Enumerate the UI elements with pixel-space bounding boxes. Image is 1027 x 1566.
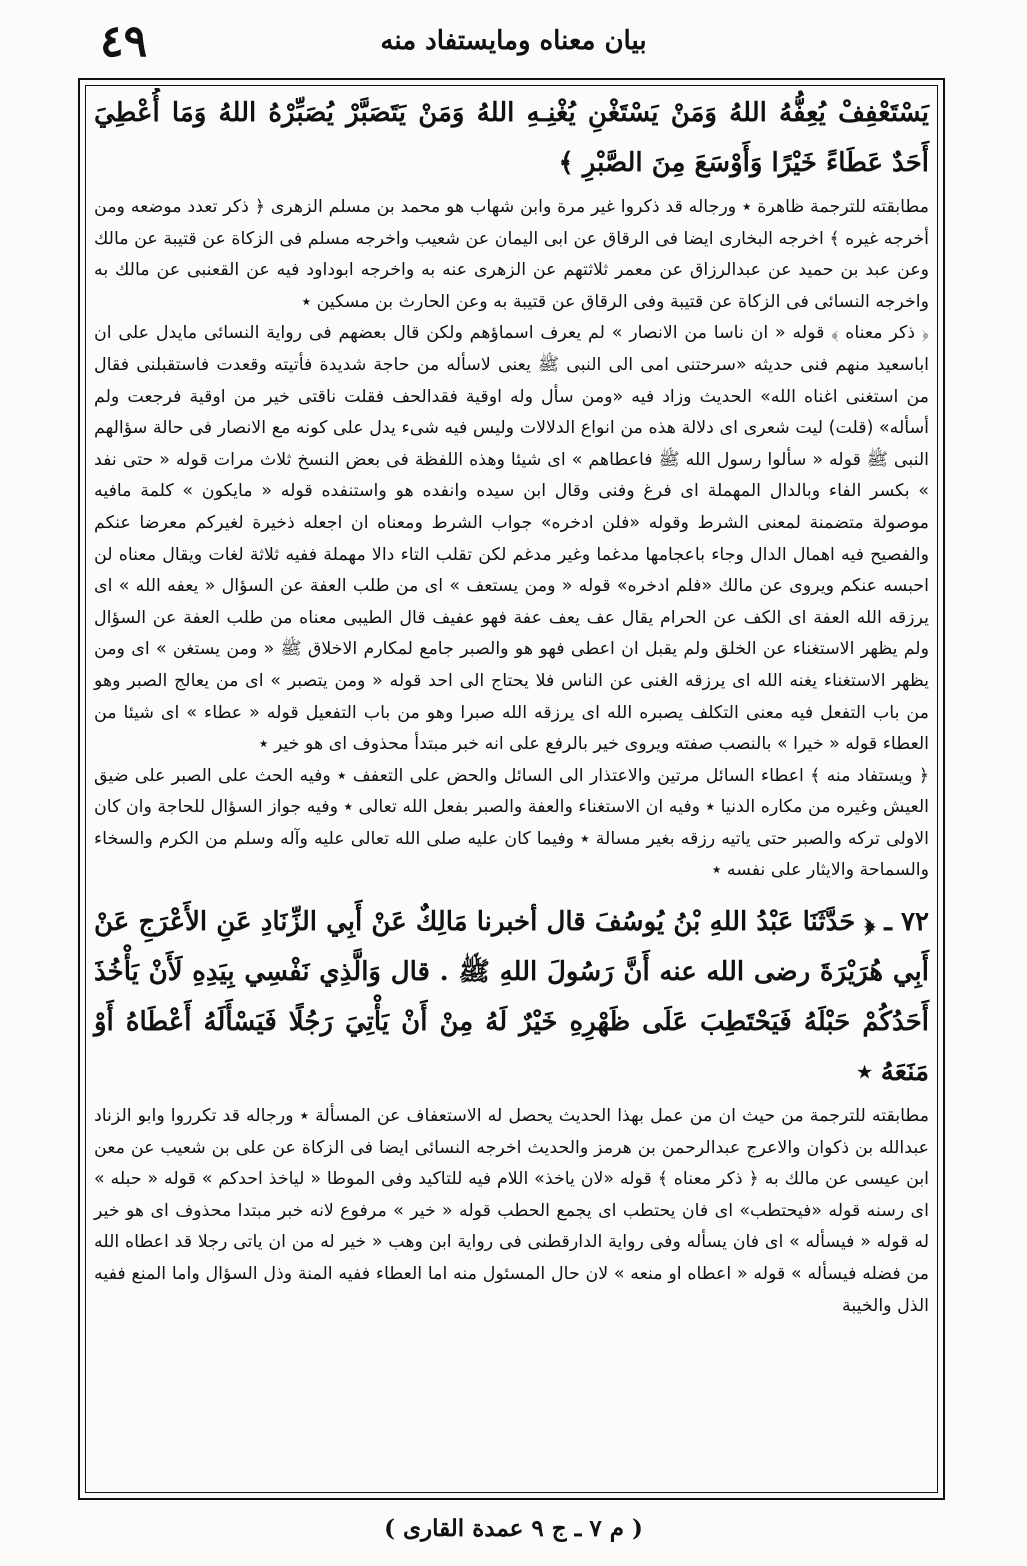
page-header bbox=[60, 10, 967, 78]
commentary-paragraph: ﴿ ذكر معناه ﴾ قوله « ان ناسا من الانصار » لم يعرف اسماؤهم ولكن قال بعضهم فی رواية النسائی مايدل علی ان اباسعيد منهم فنی حديثه «سرحتنی امی الی النبی ﷺ يعنی لاسأله من حاجة شديدة فأتيته وقعدت فاستقبلنی فقال من استغنی اغناه الله» الحديث وزاد فيه «ومن سأل وله اوقية فقدالحف فقلت ناقتی خير من اوقية فرجعت ولم أسأله» (قلت) ليت شعری ای دلالة هذه من انواع الدلالات وليس فيه شیء يدل علی كونه مع الانصار فی حالة سؤالهم النبی ﷺ قوله « سألوا رسول الله ﷺ فاعطاهم » ای شيئا وهذه اللفظة فی بعض النسخ ثلاث مرات قوله « حتی نفد » بكسر الفاء وبالدال المهملة ای فرغ وفنی وقال ابن سيده وانفده هو واستنفده قوله « مايكون » كلمة مافيه موصولة متضمنة لمعنی الشرط وقوله «فلن ادخره» جواب الشرط ومعناه ان اجعله ذخيرة لغيركم معرضا عنكم والفصيح فيه اهمال الدال وجاء باعجامها مدغما وغير مدغم لكن تقلب التاء دالا مهملة ففيه ثلاثة لغات ويقال معناه لن احبسه عنكم ويروی عن مالك «فلم ادخره» قوله « ومن يستعف » ای من طلب العفة عن السؤال « يعفه الله » ای يرزقه الله العفة ای الكف عن الحرام يقال عف يعف عفة فهو عفيف قال الطيبی معناه من طلب العفة عن السؤال ولم يظهر الاستغناء عن الخلق ولم يقبل ان اعطی فهو هو والصبر جامع لمكارم الاخلاق ﷺ « ومن يستغن » ای ومن يظهر الاستغناء يغنه الله ای يرزقه الغنی عن الناس فلا يحتاج الی احد قوله « ومن يتصبر » ای من يعالج الصبر وهو من باب التفعل فيه معنی التكلف يصبره الله ای يرزقه الله صبرا وهو من باب التفعيل قوله « عطاء » ای شيئا من العطاء قوله « خيرا » بالنصب صفته ويروی خير بالرفع علی انه خبر مبتدأ محذوف ای هو خير ٭ bbox=[94, 323, 929, 755]
hadith-continuation: يَسْتَعْفِفْ يُعِفُّهُ اللهُ وَمَنْ يَسْتَغْنِ يُغْنِـهِ اللهُ وَمَنْ يَتَصَبَّرْ يُصَبِّرْهُ اللهُ وَمَا أُعْطِيَ أَحَدٌ عَطَاءً خَيْرًا وَأَوْسَعَ مِنَ الصَّبْرِ ﴾ bbox=[94, 98, 929, 178]
page-number: ٤٩ bbox=[100, 16, 148, 67]
hadith-number: ٧٢ ـ bbox=[884, 907, 929, 938]
hadith-72 bbox=[94, 897, 929, 1097]
commentary-paragraph: ﴿ ويستفاد منه ﴾ اعطاء السائل مرتين والاعتذار الی السائل والحض علی التعفف ٭ وفيه الحث علی الصبر علی ضيق العيش وغيره من مكاره الدنيا ٭ وفيه ان الاستغناء والعفة والصبر بفعل الله تعالی ٭ وفيه جواز السؤال للحاجة وان كان الاولی تركه والصبر حتی ياتيه رزقه بغير مسالة ٭ وفيما كان عليه صلی الله تعالی عليه وآله وسلم من الكرم والسخاء والسماحة والايثار علی نفسه ٭ bbox=[94, 765, 929, 881]
hadith-72-text: ﴿ حَدَّثَنَا عَبْدُ اللهِ بْنُ يُوسُفَ قال أخبرنا مَالِكٌ عَنْ أَبِي الزِّنَادِ عَنِ الأَعْرَجِ عَنْ أَبِي هُرَيْرَةَ رضی الله عنه أَنَّ رَسُولَ اللهِ ﷺ . قال وَالَّذِي نَفْسِي بِيَدِهِ لَأَنْ يَأْخُذَ أَحَدُكُمْ حَبْلَهُ فَيَحْتَطِبَ عَلَى ظَهْرِهِ خَيْرٌ لَهُ مِنْ أَنْ يَأْتِيَ رَجُلًا فَيَسْأَلَهُ أَعْطَاهُ أَوْ مَنَعَهُ ٭ bbox=[94, 907, 929, 1088]
commentary-paragraph: مطابقته للترجمة من حيث ان من عمل بهذا الحديث يحصل له الاستعفاف عن المسألة ٭ ورجاله قد تكرروا وابو الزناد عبدالله بن ذكوان والاعرج عبدالرحمن بن هرمز والحديث اخرجه النسائی ايضا فی الزكاة عن علی بن شعيب عن معن ابن عيسی عن مالك به ﴿ ذكر معناه ﴾ قوله «لان ياخذ» اللام فيه للتاكيد وفی الموطا « لياخذ احدكم » قوله « حبله » ای رسنه قوله «فيحتطب» ای فان يحتطب ای يجمع الحطب قوله « خير » مرفوع لانه خبر مبتدا محذوف ای هو خير له قوله « فيسأله » ای فان يسأله وفی رواية الدارقطنی فی رواية ابن وهب « خير له من ان ياتی رجلا قد اعطاه الله من فضله فيسأله » قوله « اعطاه او منعه » لان حال المسئول منه اما العطاء ففيه المنة وذل السؤال واما المنع ففيه الذل والخيبة bbox=[94, 1106, 929, 1316]
commentary-paragraph: مطابقته للترجمة ظاهرة ٭ ورجاله قد ذكروا غير مرة وابن شهاب هو محمد بن مسلم الزهری ﴿ ذكر تعدد موضعه ومن أخرجه غيره ﴾ اخرجه البخاری ايضا فی الرقاق عن ابی اليمان عن شعيب واخرجه مسلم فی الزكاة عن قتيبة عن مالك وعن عبد بن حميد عن عبدالرزاق عن معمر ثلاثتهم عن الزهری عنه به واخرجه ابوداود فيه عن القعنبی عن مالك به واخرجه النسائی فی الزكاة عن قتيبة وفی الرقاق عن قتيبة به وعن الحارث بن مسكين ٭ bbox=[94, 197, 929, 312]
running-head: بیان معناه ومایستفاد منه bbox=[380, 26, 647, 56]
page-content bbox=[88, 88, 935, 1490]
page-footer: ( م ٧ ـ ج ٩ عمدة القاری ) bbox=[384, 1515, 643, 1542]
